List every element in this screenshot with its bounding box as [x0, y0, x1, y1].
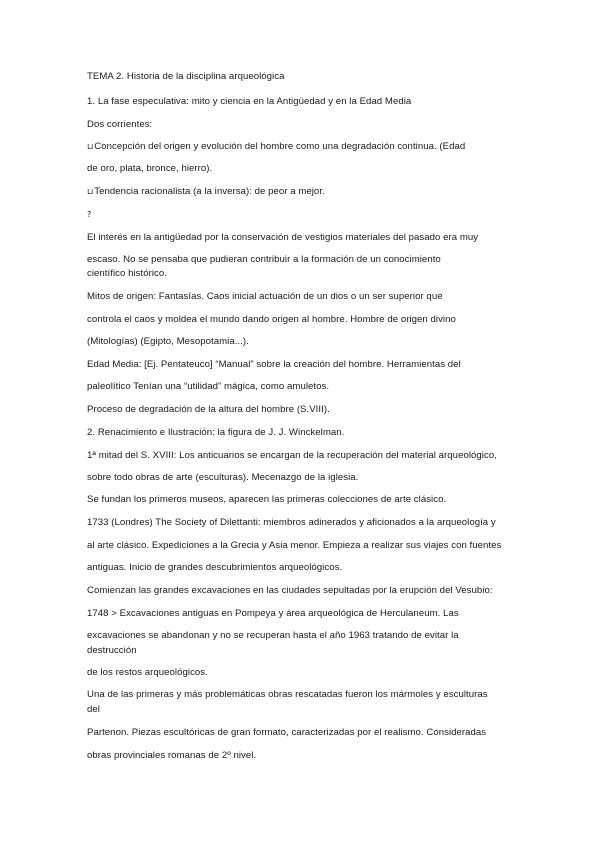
- text-line: de oro, plata, bronce, hierro).: [87, 163, 213, 174]
- text-line: de los restos arqueológicos.: [87, 667, 208, 678]
- text-line: escaso. No se pensaba que pudieran contribuir a la formación de un conocimiento: [87, 254, 441, 265]
- document-title: TEMA 2. Historia de la disciplina arqueológica: [87, 71, 285, 82]
- text-line: al arte clásico. Expediciones a la Grecia y Asia menor. Empieza a realizar sus viajes con fuentes: [87, 540, 502, 551]
- text-line: Se fundan los primeros museos, aparecen las primeras colecciones de arte clásico.: [87, 494, 447, 505]
- text-line: 1733 (Londres) The Society of Dilettanti: miembros adinerados y aficionados a la arqueología y: [87, 517, 496, 528]
- section-heading: 1. La fase especulativa: mito y ciencia en la Antigüedad y en la Edad Media: [87, 96, 412, 107]
- text-line: Proceso de degradación de la altura del hombre (S.VIII).: [87, 404, 330, 415]
- text-line: controla el caos y moldea el mundo dando origen al hombre. Hombre de origen divino: [87, 314, 456, 325]
- text-line: excavaciones se abandonan y no se recuperan hasta el año 1963 tratando de evitar la: [87, 630, 459, 641]
- text-line: del: [87, 704, 100, 715]
- bullet-line: [87, 186, 325, 197]
- text-line: científico histórico.: [87, 268, 167, 279]
- text-line: 1ª mitad del S. XVIII: Los anticuarios se encargan de la recuperación del material arqueológico,: [87, 450, 497, 461]
- section-heading: 2. Renacimiento e Ilustración: la figura de J. J. Winckelman.: [87, 427, 345, 438]
- text-line: Dos corrientes:: [87, 119, 153, 130]
- bullet-text: Concepción del origen y evolución del hombre como una degradación continua. (Edad: [94, 141, 466, 152]
- text-line: 1748 > Excavaciones antiguas en Pompeya y área arqueológica de Herculaneum. Las: [87, 608, 459, 619]
- bullet-text: Tendencia racionalista (a la inversa): de peor a mejor.: [94, 186, 325, 197]
- text-line: Mitos de origen: Fantasías. Caos inicial actuación de un dios o un ser superior que: [87, 291, 443, 302]
- text-line: paleolítico Tenían una “utilidad” mágica, como amuletos.: [87, 381, 330, 392]
- text-line: Comienzan las grandes excavaciones en las ciudades sepultadas por la erupción del Vesubio:: [87, 585, 493, 596]
- text-line: obras provinciales romanas de 2º nivel.: [87, 750, 257, 761]
- bullet-icon: ⊔: [87, 187, 94, 196]
- bullet-icon: ⊔: [87, 142, 94, 151]
- text-line: Una de las primeras y más problemáticas obras rescatadas fueron los mármoles y esculturas: [87, 689, 488, 700]
- missing-glyph-icon: ?: [87, 210, 92, 219]
- bullet-line: [87, 141, 465, 152]
- text-line: sobre todo obras de arte (esculturas). Mecenazgo de la iglesia.: [87, 472, 359, 483]
- text-line: destrucción: [87, 645, 137, 656]
- text-line: Edad Media: [Ej. Pentateuco] “Manual” sobre la creación del hombre. Herramientas del: [87, 359, 461, 370]
- text-line: (Mitologías) (Egipto, Mesopotamia...).: [87, 336, 249, 347]
- text-line: El interés en la antigüedad por la conservación de vestigios materiales del pasado era muy: [87, 232, 479, 243]
- text-line: Partenon. Piezas escultóricas de gran formato, caracterizadas por el realismo. Consideradas: [87, 727, 487, 738]
- text-line: antiguas. Inicio de grandes descubrimientos arqueológicos.: [87, 562, 343, 573]
